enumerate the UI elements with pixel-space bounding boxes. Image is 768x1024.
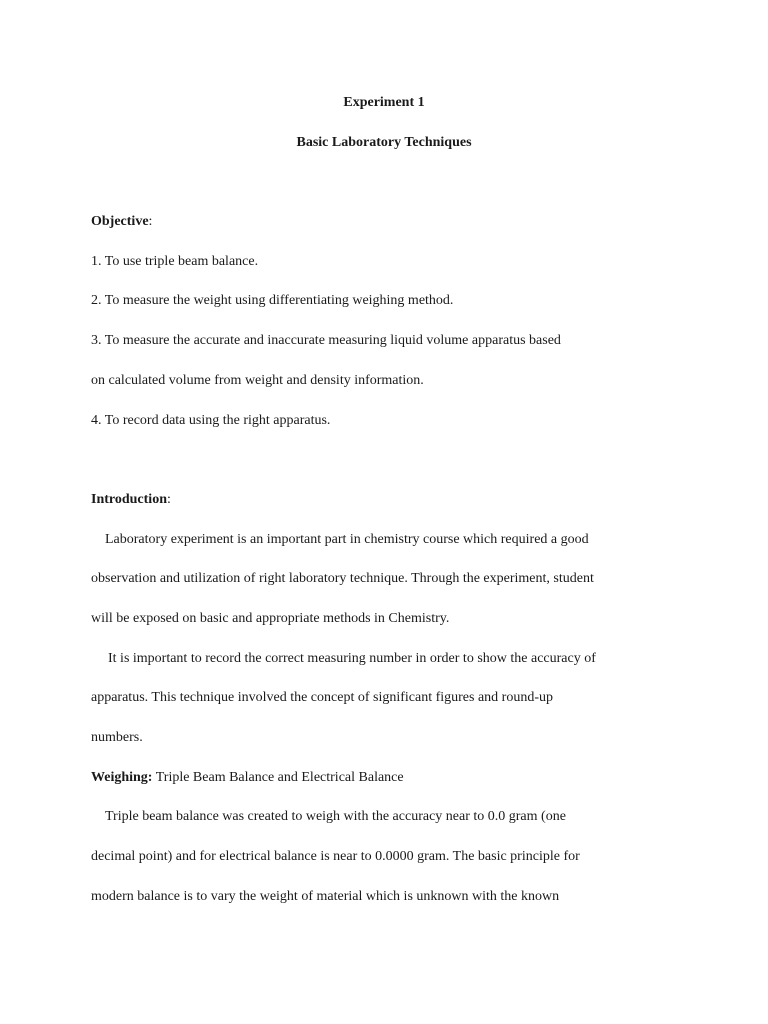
introduction-paragraph-line: observation and utilization of right laboratory technique. Through the experiment, student bbox=[91, 571, 594, 586]
objective-item: 3. To measure the accurate and inaccurate measuring liquid volume apparatus based bbox=[91, 333, 561, 348]
weighing-heading: Weighing: bbox=[91, 770, 153, 785]
introduction-paragraph-line: It is important to record the correct measuring number in order to show the accuracy of bbox=[108, 651, 596, 666]
objective-item: 2. To measure the weight using differentiating weighing method. bbox=[91, 293, 454, 308]
weighing-paragraph-line: decimal point) and for electrical balance is near to 0.0000 gram. The basic principle for bbox=[91, 849, 580, 864]
document-subtitle: Basic Laboratory Techniques bbox=[296, 135, 472, 150]
document-title: Experiment 1 bbox=[343, 95, 425, 110]
objective-item: 1. To use triple beam balance. bbox=[91, 254, 259, 269]
introduction-paragraph-line: Laboratory experiment is an important part in chemistry course which required a good bbox=[105, 532, 589, 547]
introduction-paragraph-line: apparatus. This technique involved the concept of significant figures and round-up bbox=[91, 690, 553, 705]
objective-item: 4. To record data using the right apparatus. bbox=[91, 413, 331, 428]
introduction-paragraph-line: will be exposed on basic and appropriate methods in Chemistry. bbox=[91, 611, 450, 626]
objective-heading-line bbox=[91, 213, 152, 231]
objective-item-continuation: on calculated volume from weight and density information. bbox=[91, 373, 424, 388]
introduction-paragraph-line: numbers. bbox=[91, 730, 143, 745]
introduction-heading: Introduction bbox=[91, 492, 167, 507]
introduction-heading-colon: : bbox=[166, 492, 171, 507]
objective-heading: Objective bbox=[91, 214, 149, 229]
weighing-heading-text: Triple Beam Balance and Electrical Balance bbox=[152, 770, 404, 785]
weighing-paragraph-line: modern balance is to vary the weight of material which is unknown with the known bbox=[91, 889, 560, 904]
weighing-paragraph-line: Triple beam balance was created to weigh with the accuracy near to 0.0 gram (one bbox=[105, 809, 566, 824]
introduction-heading-line bbox=[91, 491, 171, 509]
weighing-heading-line bbox=[91, 769, 404, 787]
objective-heading-colon: : bbox=[148, 214, 153, 229]
